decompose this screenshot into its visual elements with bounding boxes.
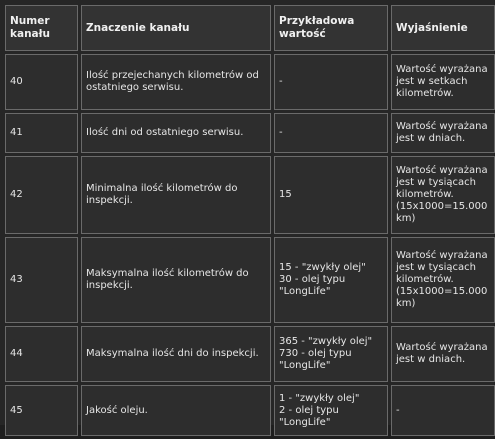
example-line: - [279,127,283,138]
cell-channel-number: 42 [5,156,78,234]
cell-explanation [391,237,495,323]
cell-channel-number: 45 [5,385,78,436]
table-row [5,385,495,436]
cell-channel-number: 44 [5,326,78,382]
example-line: 2 - olej typu "LongLife" [279,404,339,428]
cell-channel-number: 43 [5,237,78,323]
example-line: 1 - "zwykły olej" [279,392,360,404]
cell-channel-meaning: Ilość dni od ostatniego serwisu. [81,113,271,153]
cell-explanation [391,156,495,234]
header-channel-number: Numer kanału [5,5,78,51]
cell-channel-number: 41 [5,113,78,153]
cell-example-value [274,54,388,110]
explanation-line: Wartość wyrażana jest w tysiącach kilometrów. [396,250,488,285]
example-line: 15 - "zwykły olej" [279,262,366,273]
cell-example-value [274,385,388,436]
cell-example-value [274,326,388,382]
cell-example-value [274,113,388,153]
explanation-line: Wartość wyrażana jest w tysiącach kilometrów. [396,165,488,200]
header-example-value: Przykładowa wartość [274,5,388,51]
cell-explanation [391,326,495,382]
cell-explanation [391,385,495,436]
table-row [5,54,495,110]
example-line: - [279,76,283,87]
table-row [5,237,495,323]
cell-explanation [391,113,495,153]
cell-channel-meaning: Maksymalna ilość kilometrów do inspekcji. [81,237,271,323]
explanation-line: - [396,404,400,416]
cell-example-value [274,237,388,323]
table-row [5,156,495,234]
table-row [5,326,495,382]
cell-channel-number: 40 [5,54,78,110]
example-line: 30 - olej typu "LongLife" [279,274,346,297]
example-line: 365 - "zwykły olej" [279,336,373,347]
cell-channel-meaning: Jakość oleju. [81,385,271,436]
cell-channel-meaning: Ilość przejechanych kilometrów od ostatniego serwisu. [81,54,271,110]
cell-example-value [274,156,388,234]
example-line: 730 - olej typu "LongLife" [279,348,352,371]
explanation-line: (15x1000=15.000 km) [396,201,488,224]
explanation-line: (15x1000=15.000 km) [396,286,488,309]
table-row [5,113,495,153]
header-channel-meaning: Znaczenie kanału [81,5,271,51]
channels-table [2,2,495,439]
header-explanation: Wyjaśnienie [391,5,495,51]
explanation-line: Wartość wyrażana jest w dniach. [396,342,488,365]
example-line: 15 [279,189,292,200]
explanation-line: Wartość wyrażana jest w dniach. [396,121,488,144]
cell-channel-meaning: Maksymalna ilość dni do inspekcji. [81,326,271,382]
cell-explanation [391,54,495,110]
explanation-line: Wartość wyrażana jest w setkach kilometrów. [396,64,488,99]
cell-channel-meaning: Minimalna ilość kilometrów do inspekcji. [81,156,271,234]
table-header-row [5,5,495,51]
